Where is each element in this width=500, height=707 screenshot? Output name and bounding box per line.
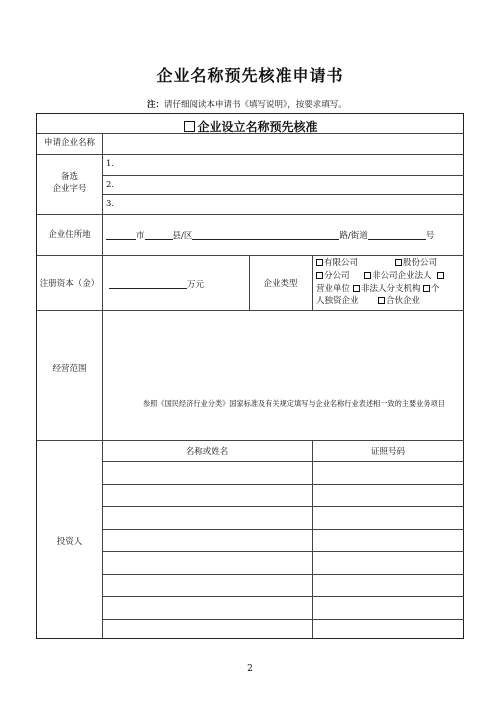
note-text: 请仔细阅读本申请书《填写说明》，按要求填写。 [164, 100, 347, 110]
page-number: 2 [247, 664, 253, 674]
checkbox[interactable] [395, 259, 402, 266]
note-label: 注： [147, 100, 165, 110]
checkbox[interactable] [353, 285, 360, 292]
alt-name-label-line1: 备选 [60, 172, 78, 182]
city-blank[interactable] [106, 230, 136, 240]
type-option-business-unit-box[interactable] [437, 271, 445, 281]
checkbox[interactable] [378, 297, 385, 304]
number-blank[interactable] [368, 230, 426, 240]
type-option-partnership[interactable]: 合伙企业 [378, 296, 420, 306]
type-option-joint-stock[interactable]: 股份公司 [395, 258, 437, 268]
col-header-name: 名称或姓名 [185, 447, 229, 457]
investor-row-line [102, 461, 464, 462]
row-divider [102, 175, 464, 176]
type-option-non-legal-branch[interactable]: 非法人分支机构 [353, 284, 421, 294]
investor-label: 投资人 [56, 537, 83, 547]
row-divider [102, 194, 464, 195]
alt-name-label-line2: 企业字号 [52, 184, 87, 194]
type-option-limited[interactable]: 有限公司 [316, 258, 358, 268]
checkbox[interactable] [316, 272, 323, 279]
investor-row-line [102, 484, 464, 485]
investor-row-line [102, 551, 464, 552]
county-blank[interactable] [145, 230, 173, 240]
capital-unit: 万元 [187, 280, 205, 290]
capital-label: 注册资本（金） [39, 279, 100, 289]
label-column-divider [102, 133, 103, 638]
type-option-sole-prop-box[interactable]: 个 [423, 284, 440, 294]
investor-row-line [102, 619, 464, 620]
col-header-id: 证照号码 [370, 447, 405, 457]
type-option-branch[interactable]: 分公司 [316, 271, 350, 281]
investor-column-divider [312, 440, 313, 638]
type-option-sole-proprietorship: 人独资企业 [316, 296, 359, 306]
checkbox[interactable] [423, 285, 430, 292]
fill-note [147, 98, 347, 110]
checkbox[interactable] [364, 272, 371, 279]
type-column-divider [312, 255, 313, 310]
checkbox[interactable] [316, 259, 323, 266]
application-form-table [36, 113, 464, 639]
type-option-business-unit: 营业单位 [316, 284, 351, 294]
address-label: 企业住所地 [48, 230, 91, 240]
addr-county: 县/区 [172, 231, 193, 241]
addr-no: 号 [425, 231, 435, 241]
addr-road: 路/街道 [339, 231, 368, 241]
section-title: 企业设立名称预先核准 [197, 120, 318, 134]
alt-name-1[interactable]: 1. [106, 159, 115, 169]
apply-name-label: 申请企业名称 [43, 138, 95, 148]
investor-row-line [102, 574, 464, 575]
scope-label: 经营范围 [52, 364, 87, 374]
scope-hint: 参照《国民经济行业分类》国家标准及有关规定填写与企业名称行业表述相一致的主要业务项目 [143, 399, 445, 408]
investor-row-line [102, 506, 464, 507]
alt-name-2[interactable]: 2. [106, 180, 115, 190]
alt-name-3[interactable]: 3. [106, 199, 115, 209]
addr-city: 市 [136, 231, 145, 241]
road-blank[interactable] [192, 230, 339, 240]
investor-row-line [102, 529, 464, 530]
section-checkbox[interactable] [184, 121, 195, 132]
page-title: 企业名称预先核准申请书 [156, 66, 344, 85]
type-option-non-company[interactable]: 非公司企业法人 [364, 271, 432, 281]
checkbox[interactable] [437, 272, 444, 279]
capital-blank[interactable] [109, 279, 187, 289]
investor-row-line [102, 596, 464, 597]
address-fields[interactable] [106, 230, 434, 241]
type-label: 企业类型 [263, 279, 298, 289]
capital-field[interactable] [109, 279, 204, 290]
